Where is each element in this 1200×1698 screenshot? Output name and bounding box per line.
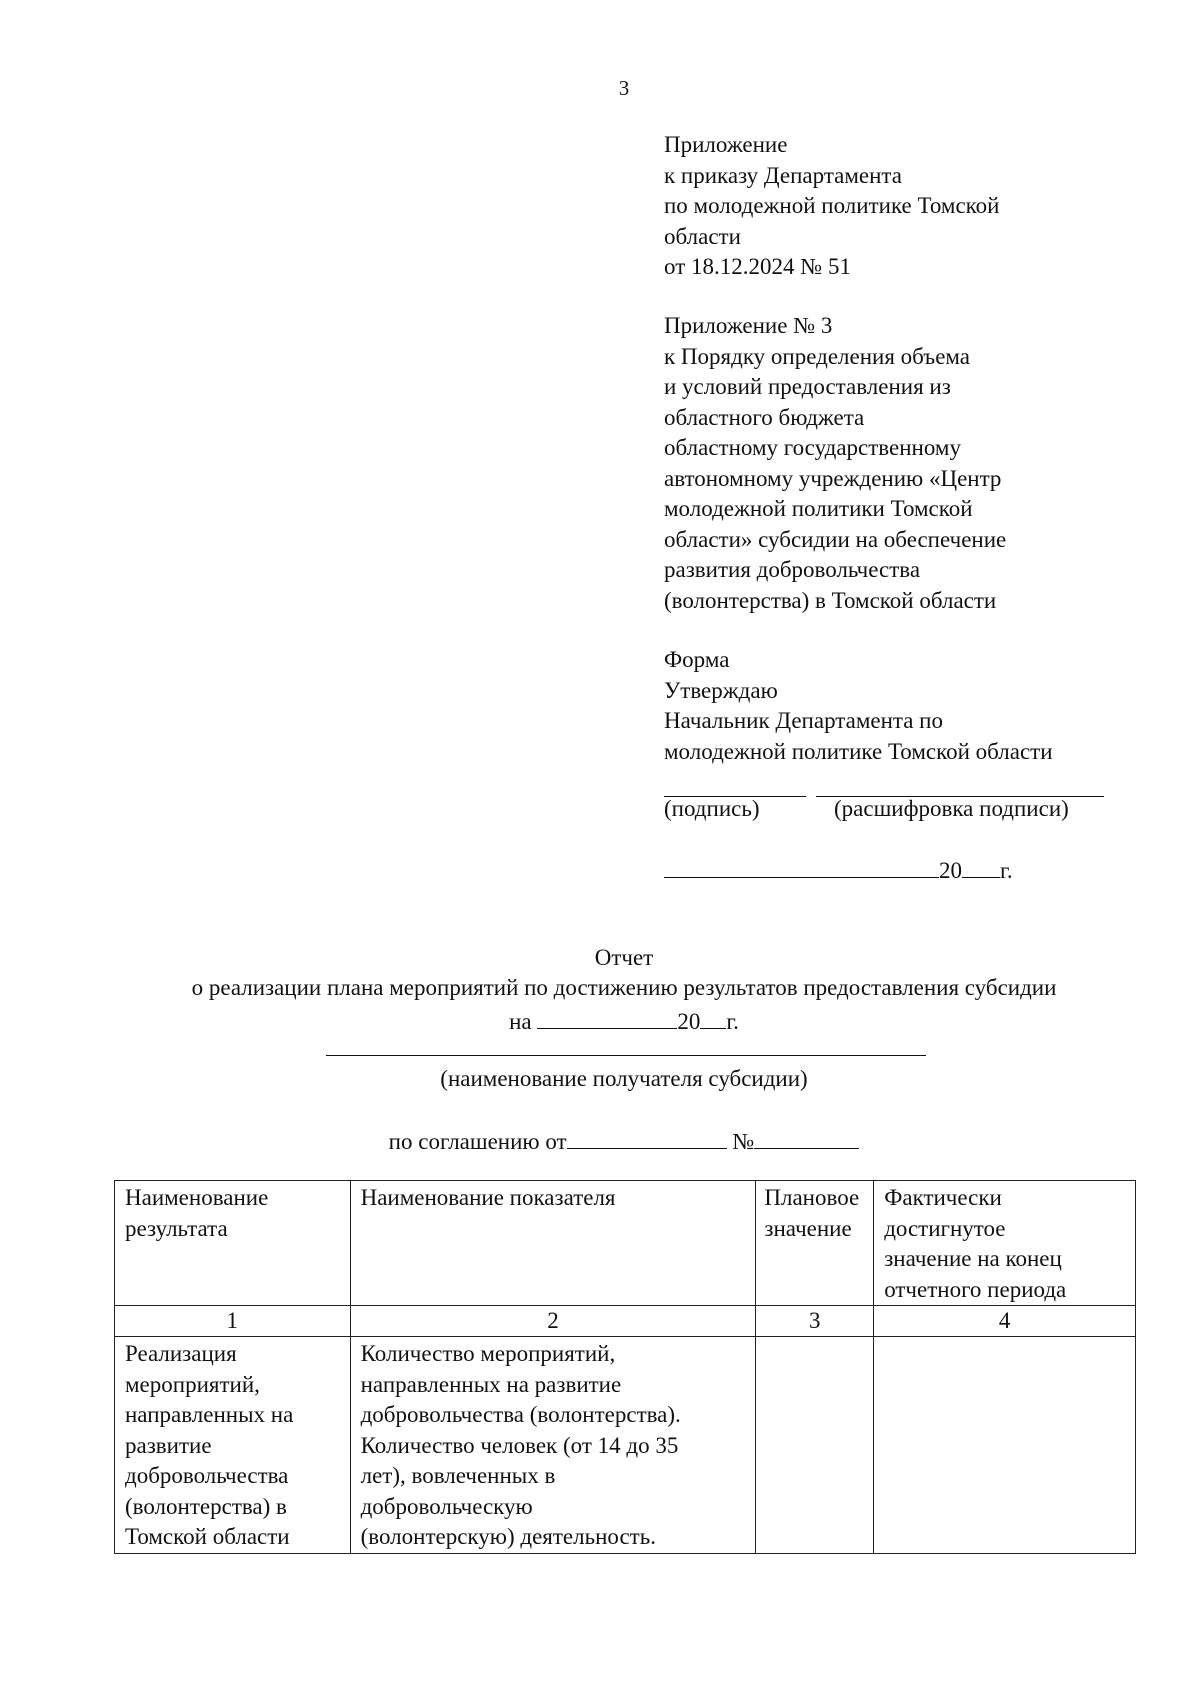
approval-date <box>664 855 1013 884</box>
appendix-line: от 18.12.2024 № 51 <box>664 254 851 279</box>
period-year: 20 <box>677 1009 701 1034</box>
column-number: 3 <box>756 1306 874 1337</box>
cell-text: направленных на <box>125 1402 294 1427</box>
header-planned-value <box>756 1181 874 1306</box>
cell-text: Количество человек (от 14 до 35 <box>360 1432 679 1458</box>
report-table <box>114 1180 1136 1554</box>
header-result-name <box>115 1181 351 1306</box>
approve-label: Утверждаю <box>664 677 778 703</box>
appendix-3-line: (волонтерства) в Томской области <box>664 587 997 613</box>
cell-text: (волонтерскую) деятельность. <box>360 1524 656 1549</box>
planned-value-cell[interactable] <box>756 1337 874 1554</box>
agreement-number-blank[interactable] <box>754 1126 859 1149</box>
appendix-3-line: молодежной политики Томской <box>664 496 973 521</box>
appendix-line: Приложение <box>664 132 788 157</box>
period-year-blank[interactable] <box>700 1006 726 1029</box>
page-number: 3 <box>618 76 630 100</box>
appendix-3-line: и условий предоставления из <box>664 374 951 399</box>
header-text: Наименование <box>125 1185 269 1210</box>
appendix-line: к приказу Департамента <box>664 162 902 188</box>
report-title: Отчет <box>594 945 654 970</box>
cell-text: Количество мероприятий, <box>360 1341 616 1366</box>
date-year-blank[interactable] <box>962 855 1000 878</box>
period-prefix: на <box>509 1009 532 1034</box>
header-text: значение на конец <box>884 1246 1062 1271</box>
cell-text: добровольческую <box>360 1493 533 1519</box>
appendix-3-line: областного бюджета <box>664 404 865 430</box>
cell-text: добровольчества <box>125 1463 289 1488</box>
decoding-caption: (расшифровка подписи) <box>834 796 1069 821</box>
date-suffix: г. <box>1000 858 1013 883</box>
appendix-3-line: областному государственному <box>664 435 961 460</box>
result-name-cell <box>115 1337 351 1554</box>
approver-title: молодежной политике Томской области <box>664 738 1053 764</box>
cell-text: Реализация <box>125 1341 237 1366</box>
header-actual-value <box>874 1181 1136 1306</box>
date-year-prefix: 20 <box>939 858 962 883</box>
appendix-3-line: автономному учреждению «Центр <box>664 465 1002 491</box>
signature-caption: (подпись) <box>664 796 760 821</box>
agreement-prefix: по соглашению от <box>388 1129 567 1154</box>
header-indicator-name <box>350 1181 756 1306</box>
appendix-3-line: Приложение № 3 <box>664 313 833 338</box>
indicator-name-cell <box>350 1337 756 1554</box>
table-row <box>115 1337 1136 1554</box>
agreement-date-blank[interactable] <box>567 1126 727 1149</box>
header-text: достигнутое <box>884 1215 1006 1241</box>
recipient-line[interactable] <box>326 1055 926 1056</box>
header-text: отчетного периода <box>884 1276 1067 1302</box>
table-column-numbers-row <box>115 1306 1136 1337</box>
appendix-header <box>664 130 999 283</box>
cell-text: (волонтерства) в <box>125 1493 287 1519</box>
appendix-line: области <box>664 223 741 249</box>
actual-value-cell[interactable] <box>874 1337 1136 1554</box>
agreement-line <box>0 1126 1200 1155</box>
cell-text: лет), вовлеченных в <box>360 1463 556 1488</box>
appendix-3-line: области» субсидии на обеспечение <box>664 526 1007 552</box>
table-header-row <box>115 1181 1136 1306</box>
approver-title: Начальник Департамента по <box>664 708 943 733</box>
recipient-caption: (наименование получателя субсидии) <box>440 1066 808 1091</box>
report-subtitle: о реализации плана мероприятий по достижению результатов предоставления субсидии <box>191 975 1057 1000</box>
form-label: Форма <box>664 647 730 672</box>
column-number: 1 <box>115 1306 351 1337</box>
report-period <box>0 1006 1200 1035</box>
period-blank[interactable] <box>537 1006 677 1029</box>
appendix-3-line: к Порядку определения объема <box>664 343 971 369</box>
cell-text: добровольчества (волонтерства). <box>360 1402 681 1427</box>
cell-text: Томской области <box>125 1524 290 1549</box>
header-text: Плановое <box>764 1185 860 1210</box>
cell-text: мероприятий, <box>125 1371 260 1397</box>
appendix-3-line: развития добровольчества <box>664 557 921 582</box>
column-number: 2 <box>350 1306 756 1337</box>
cell-text: направленных на развитие <box>360 1371 622 1397</box>
approval-block <box>664 645 1053 767</box>
header-text: результата <box>125 1215 228 1241</box>
header-text: значение <box>764 1215 852 1241</box>
period-suffix: г. <box>726 1009 739 1034</box>
header-text: Наименование показателя <box>360 1185 616 1210</box>
agreement-number-sign: № <box>732 1129 755 1154</box>
cell-text: развитие <box>125 1432 212 1458</box>
appendix-line: по молодежной политике Томской <box>664 193 1000 218</box>
column-number: 4 <box>874 1306 1136 1337</box>
header-text: Фактически <box>884 1185 1002 1210</box>
date-blank[interactable] <box>664 855 939 878</box>
appendix-3-header <box>664 311 1006 616</box>
